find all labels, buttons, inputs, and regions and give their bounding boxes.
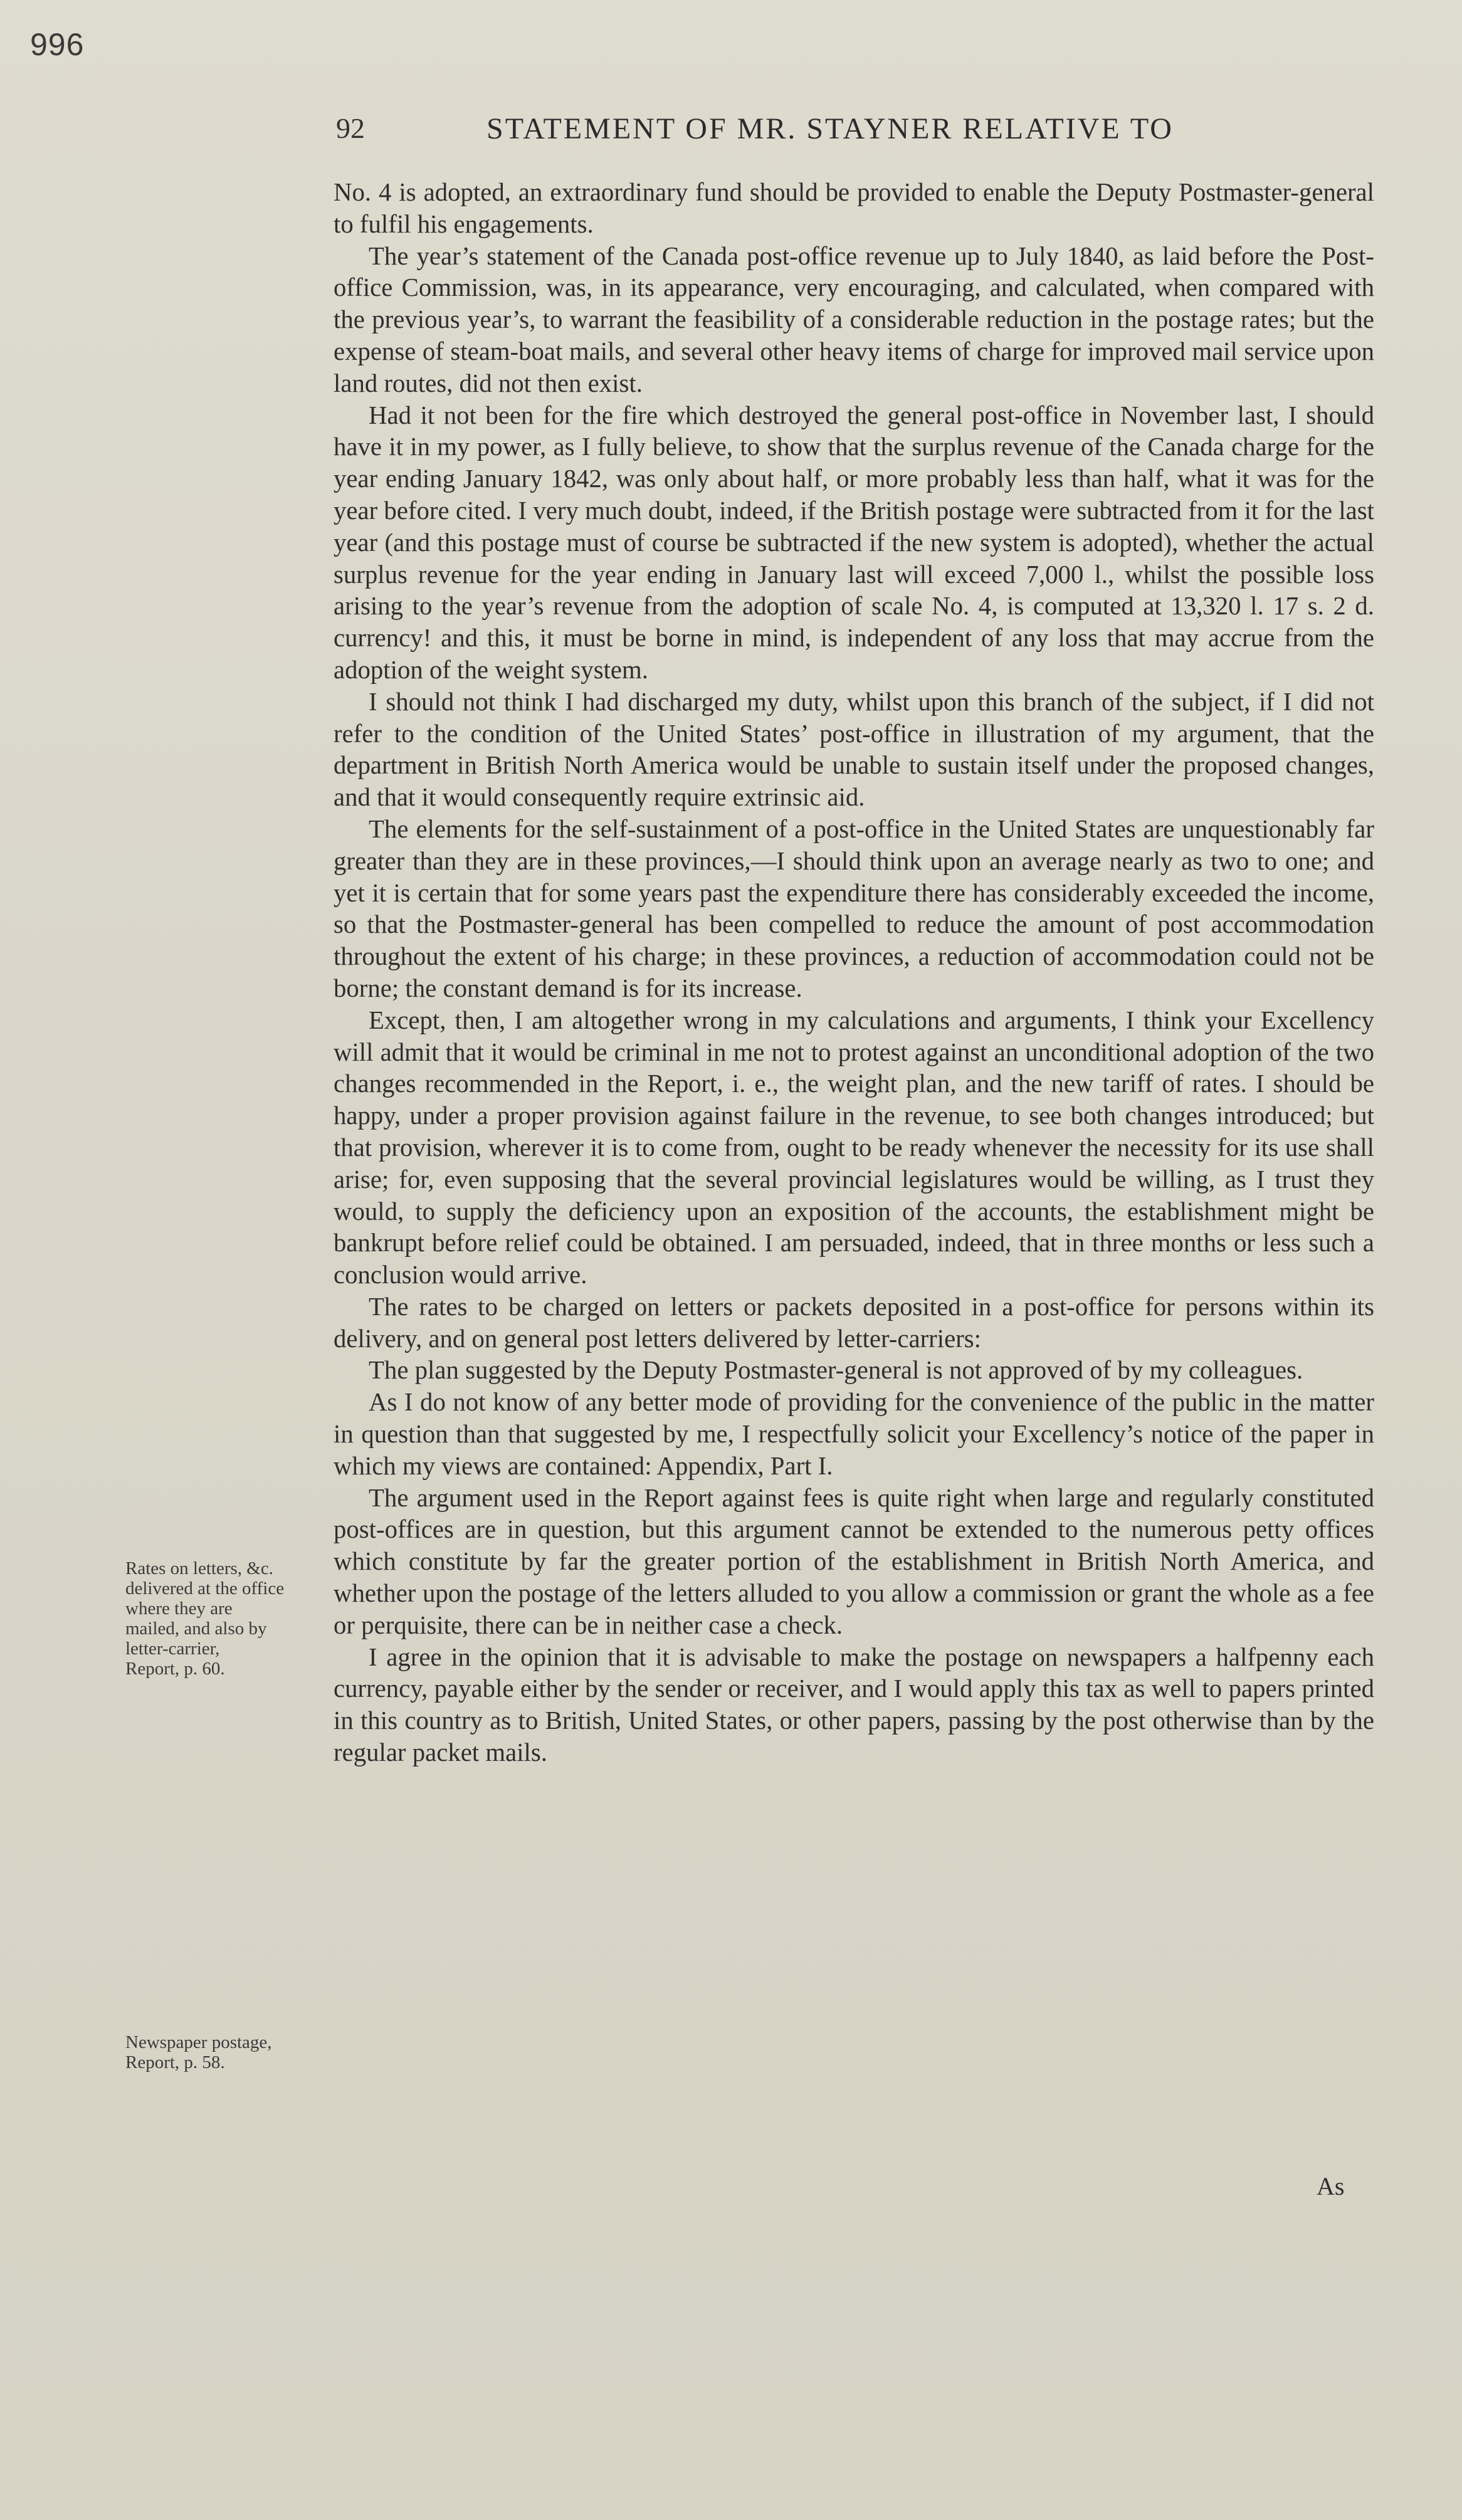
page-number: 92 bbox=[336, 112, 365, 144]
paragraph: The rates to be charged on letters or packets deposited in a post-office for persons within its delivery, and on general post letters delivered by letter-carriers: bbox=[334, 1292, 1374, 1353]
body-text bbox=[334, 177, 1374, 1769]
marginal-note-rates bbox=[125, 1558, 332, 1679]
catchword: As bbox=[1317, 2172, 1345, 2200]
marginal-note-line: delivered at the office bbox=[125, 1578, 285, 1599]
paragraph: The argument used in the Report against fees is quite right when large and regularly constituted post-offices are in question, but this argument cannot be extended to the numerous petty offices which constitute by far the greater portion of the establishment in British North America, and whether upon the postage of the letters alluded to you allow a commission or grant the whole as a fee or perquisite, there can be in neither case a check. bbox=[334, 1483, 1374, 1639]
marginal-note-line: Newspaper postage, bbox=[125, 2032, 272, 2052]
paragraph: Had it not been for the fire which destroyed the general post-office in November last, I should have it in my power, as I fully believe, to show that the surplus revenue of the Canada charge for the year ending January 1842, was only about half, or more probably less than half, what it was for the year before cited. I very much doubt, indeed, if the British postage were subtracted from it for the last year (and this postage must of course be subtracted if the new system is adopted), whether the actual surplus revenue for the year ending in January last will exceed 7,000 l., whilst the possible loss arising to the year’s revenue from the adoption of scale No. 4, is computed at 13,320 l. 17 s. 2 d. currency! and this, it must be borne in mind, is independent of any loss that may accrue from the adoption of the weight system. bbox=[334, 401, 1374, 684]
marginal-note-line: Report, p. 60. bbox=[125, 1659, 225, 1679]
marginal-note-line: where they are bbox=[125, 1599, 233, 1619]
paragraph: No. 4 is adopted, an extraordinary fund should be provided to enable the Deputy Postmaster-general to fulfil his engagements. bbox=[334, 178, 1374, 238]
paragraph: The elements for the self-sustainment of a post-office in the United States are unquestionably far greater than they are in these provinces,—I should think upon an average nearly as two to one; and yet it is certain that for some years past the expenditure there has considerably exceeded the income, so that the Postmaster-general has been compelled to reduce the amount of post accommodation throughout the extent of his charge; in these provinces, a reduction of accommodation could not be borne; the constant demand is for its increase. bbox=[334, 814, 1374, 1002]
marginal-note-line: mailed, and also by bbox=[125, 1619, 267, 1639]
marginal-note-line: Report, p. 58. bbox=[125, 2052, 225, 2072]
marginal-note-line: letter-carrier, bbox=[125, 1639, 220, 1659]
page-title: STATEMENT OF MR. STAYNER RELATIVE TO bbox=[486, 112, 1174, 145]
running-head bbox=[336, 112, 1377, 155]
paragraph: The year’s statement of the Canada post-office revenue up to July 1840, as laid before the Post-office Commission, was, in its appearance, very encouraging, and calculated, when compared with the previous year’s, to warrant the feasibility of a considerable reduction in the postage rates; but the expense of steam-boat mails, and several other heavy items of charge for improved mail service upon land routes, did not then exist. bbox=[334, 241, 1374, 397]
marginal-note-line: Rates on letters, &c. bbox=[125, 1558, 273, 1578]
marginal-note-newspaper bbox=[125, 2032, 332, 2072]
paragraph: As I do not know of any better mode of providing for the convenience of the public in the matter in question than that suggested by me, I respectfully solicit your Excellency’s notice of the paper in which my views are contained: Appendix, Part I. bbox=[334, 1388, 1374, 1480]
paragraph: I should not think I had discharged my duty, whilst upon this branch of the subject, if I did not refer to the condition of the United States’ post-office in illustration of my argument, that the department in British North America would be unable to sustain itself under the proposed changes, and that it would consequently require extrinsic aid. bbox=[334, 687, 1374, 812]
paragraph: I agree in the opinion that it is advisable to make the postage on newspapers a halfpenny each currency, payable either by the sender or receiver, and I would apply this tax as well to papers printed in this country as to British, United States, or other papers, passing by the post otherwise than by the regular packet mails. bbox=[334, 1642, 1374, 1767]
folio-number: 996 bbox=[30, 27, 85, 62]
paragraph: The plan suggested by the Deputy Postmaster-general is not approved of by my colleagues. bbox=[369, 1356, 1303, 1385]
paragraph: Except, then, I am altogether wrong in my calculations and arguments, I think your Excellency will admit that it would be criminal in me not to protest against an unconditional adoption of the two changes recommended in the Report, i. e., the weight plan, and the new tariff of rates. I should be happy, under a proper provision against failure in the revenue, to see both changes introduced; but that provision, wherever it is to come from, ought to be ready whenever the necessity for its use shall arise; for, even supposing that the several provincial legislatures would be willing, as I trust they would, to supply the deficiency upon an exposition of the accounts, the establishment might be bankrupt before relief could be obtained. I am persuaded, indeed, that in three months or less such a conclusion would arrive. bbox=[334, 1005, 1374, 1289]
